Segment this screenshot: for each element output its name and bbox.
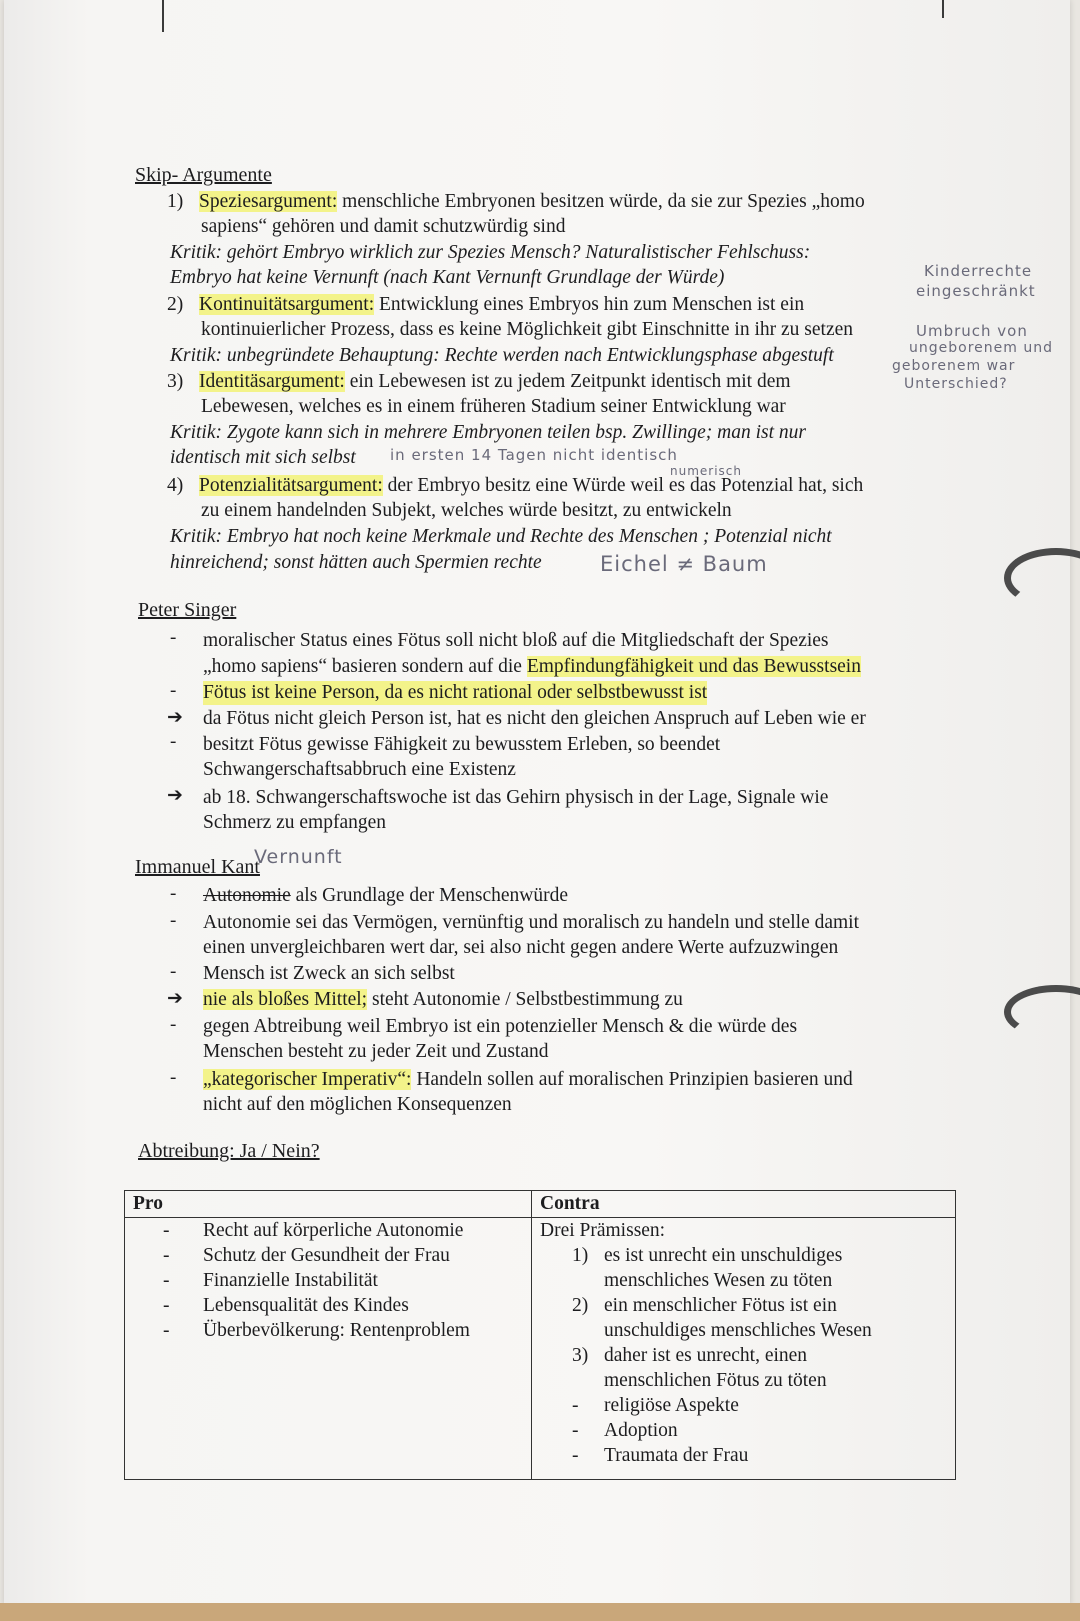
singer-line: da Fötus nicht gleich Person ist, hat es nicht den gleichen Anspruch auf Leben wie er — [203, 708, 866, 729]
pro-item: - Recht auf körperliche Autonomie — [163, 1220, 464, 1241]
handwritten-note: Eichel ≠ Baum — [600, 552, 768, 576]
pro-item: - Finanzielle Instabilität — [163, 1270, 378, 1291]
section-title-singer: Peter Singer — [138, 599, 237, 621]
handwritten-note: ungeborenem und — [909, 340, 1053, 356]
handwritten-note: numerisch — [670, 464, 743, 478]
pro-contra-table — [124, 1190, 956, 1480]
skip-item-3 — [167, 370, 791, 394]
handwritten-note: geborenem war — [892, 358, 1016, 374]
item-text: der Embryo besitz eine Würde weil es das Potenzial hat, sich — [382, 475, 864, 496]
arrow-icon: ➔ — [167, 785, 183, 806]
pro-column — [125, 1218, 532, 1480]
item-label: Speziesargument: — [199, 191, 338, 212]
kritik-line: hinreichend; sonst hätten auch Spermien rechte — [170, 552, 542, 573]
bullet-dash: - — [170, 910, 177, 931]
highlight: nie als bloßes Mittel; — [203, 989, 368, 1010]
item-number: 2) — [167, 294, 184, 315]
premise-cont: menschliches Wesen zu töten — [604, 1270, 833, 1291]
contra-column — [532, 1218, 956, 1480]
margin-line — [942, 0, 944, 18]
struck-text: Autonomie — [203, 885, 291, 906]
item-text: Entwicklung eines Embryos hin zum Menschen ist ein — [374, 294, 805, 315]
bullet-dash: - — [170, 680, 177, 701]
bullet-dash: - — [170, 883, 177, 904]
notebook-page — [4, 0, 1070, 1605]
pro-item: - Überbevölkerung: Rentenproblem — [163, 1320, 470, 1341]
item-label: Kontinuitätsargument: — [199, 294, 375, 315]
bullet-dash: - — [170, 1067, 177, 1088]
binder-ring-icon — [1004, 548, 1080, 608]
contra-item: - religiöse Aspekte — [572, 1395, 739, 1416]
premise: 1) es ist unrecht ein unschuldiges — [572, 1245, 843, 1266]
singer-line: ab 18. Schwangerschaftswoche ist das Gehirn physisch in der Lage, Signale wie — [203, 787, 829, 808]
highlight: „kategorischer Imperativ“: — [203, 1069, 412, 1090]
singer-line: Schmerz zu empfangen — [203, 812, 387, 833]
kritik-line: Kritik: Embryo hat noch keine Merkmale und Rechte des Menschen ; Potenzial nicht — [170, 526, 832, 547]
skip-item-3-cont: Lebewesen, welches es in einem früheren Stadium seiner Entwicklung war — [201, 396, 786, 417]
kant-line: Autonomie sei das Vermögen, vernünftig und moralisch zu handeln und stelle damit — [203, 912, 860, 933]
pro-item: - Lebensqualität des Kindes — [163, 1295, 409, 1316]
item-label: Identitäsargument: — [199, 371, 345, 392]
kritik-line: Kritik: unbegründete Behauptung: Rechte werden nach Entwicklungsphase abgestuft — [170, 345, 834, 366]
kant-line: Mensch ist Zweck an sich selbst — [203, 963, 455, 984]
margin-line — [162, 0, 164, 32]
handwritten-note: Umbruch von — [916, 322, 1028, 340]
item-label: Potenzialitätsargument: — [199, 475, 383, 496]
contra-header: Contra — [532, 1191, 956, 1218]
kritik-line: Embryo hat keine Vernunft (nach Kant Vernunft Grundlage der Würde) — [170, 267, 725, 288]
pro-item: - Schutz der Gesundheit der Frau — [163, 1245, 450, 1266]
kant-line: nicht auf den möglichen Konsequenzen — [203, 1094, 512, 1115]
singer-line: besitzt Fötus gewisse Fähigkeit zu bewusstem Erleben, so beendet — [203, 734, 721, 755]
handwritten-note: Unterschied? — [904, 376, 1008, 392]
arrow-icon: ➔ — [167, 707, 183, 728]
bullet-dash: - — [170, 627, 177, 648]
contra-intro: Drei Prämissen: — [540, 1220, 666, 1241]
kritik-line: Kritik: gehört Embryo wirklich zur Spezies Mensch? Naturalistischer Fehlschuss: — [170, 242, 811, 263]
item-text: ein Lebewesen ist zu jedem Zeitpunkt identisch mit dem — [344, 371, 791, 392]
kritik-line: identisch mit sich selbst — [170, 447, 356, 468]
pro-header: Pro — [125, 1191, 532, 1218]
singer-line: moralischer Status eines Fötus soll nicht bloß auf die Mitgliedschaft der Spezies — [203, 630, 829, 651]
table-surface — [0, 1603, 1080, 1621]
section-title-abtreibung: Abtreibung: Ja / Nein? — [138, 1140, 320, 1162]
item-number: 4) — [167, 475, 184, 496]
binder-ring-icon — [1004, 985, 1080, 1039]
handwritten-note: in ersten 14 Tagen nicht identisch — [390, 446, 678, 464]
skip-item-4-cont: zu einem handelnden Subjekt, welches würde besitzt, zu entwickeln — [201, 500, 732, 521]
contra-item: - Adoption — [572, 1420, 678, 1441]
singer-line: Schwangerschaftsabbruch eine Existenz — [203, 759, 516, 780]
contra-item: - Traumata der Frau — [572, 1445, 749, 1466]
bullet-dash: - — [170, 1014, 177, 1035]
skip-item-2 — [167, 293, 804, 317]
handwritten-note: Vernunft — [254, 846, 343, 868]
premise-cont: menschlichen Fötus zu töten — [604, 1370, 827, 1391]
skip-item-2-cont: kontinuierlicher Prozess, dass es keine Möglichkeit gibt Einschnitte in ihr zu setzen — [201, 319, 854, 340]
item-number: 3) — [167, 371, 184, 392]
highlight: Empfindungfähigkeit und das Bewusstsein — [526, 656, 861, 677]
handwritten-note: Kinderrechte — [924, 262, 1033, 280]
item-text: menschliche Embryonen besitzen würde, da sie zur Spezies „homo — [337, 191, 865, 212]
premise: 3) daher ist es unrecht, einen — [572, 1345, 808, 1366]
kritik-line: Kritik: Zygote kann sich in mehrere Embryonen teilen bsp. Zwillinge; man ist nur — [170, 422, 807, 443]
handwritten-note: eingeschränkt — [916, 282, 1036, 300]
section-title-skip: Skip- Argumente — [135, 164, 272, 186]
skip-item-1-cont: sapiens“ gehören und damit schutzwürdig sind — [201, 216, 566, 237]
section-title-kant: Immanuel Kant — [135, 856, 260, 878]
kant-line: nie als bloßes Mittel; steht Autonomie / Selbstbestimmung zu — [203, 989, 683, 1010]
kant-line: Autonomie als Grundlage der Menschenwürde — [203, 885, 568, 906]
kant-line: gegen Abtreibung weil Embryo ist ein potenzieller Mensch & die würde des — [203, 1016, 798, 1037]
kant-line: „kategorischer Imperativ“: Handeln sollen auf moralischen Prinzipien basieren und — [203, 1069, 853, 1090]
singer-line: Fötus ist keine Person, da es nicht rational oder selbstbewusst ist — [203, 682, 708, 703]
item-number: 1) — [167, 191, 184, 212]
skip-item-4 — [167, 474, 863, 498]
kant-line: Menschen besteht zu jeder Zeit und Zustand — [203, 1041, 549, 1062]
arrow-icon: ➔ — [167, 988, 183, 1009]
premise-cont: unschuldiges menschliches Wesen — [604, 1320, 872, 1341]
singer-line: „homo sapiens“ basieren sondern auf die Empfindungfähigkeit und das Bewusstsein — [203, 656, 861, 677]
premise: 2) ein menschlicher Fötus ist ein — [572, 1295, 837, 1316]
bullet-dash: - — [170, 961, 177, 982]
skip-item-1 — [167, 190, 865, 214]
bullet-dash: - — [170, 731, 177, 752]
kant-line: einen unvergleichbaren wert dar, sei also nicht gegen andere Werte aufzuzwingen — [203, 937, 839, 958]
